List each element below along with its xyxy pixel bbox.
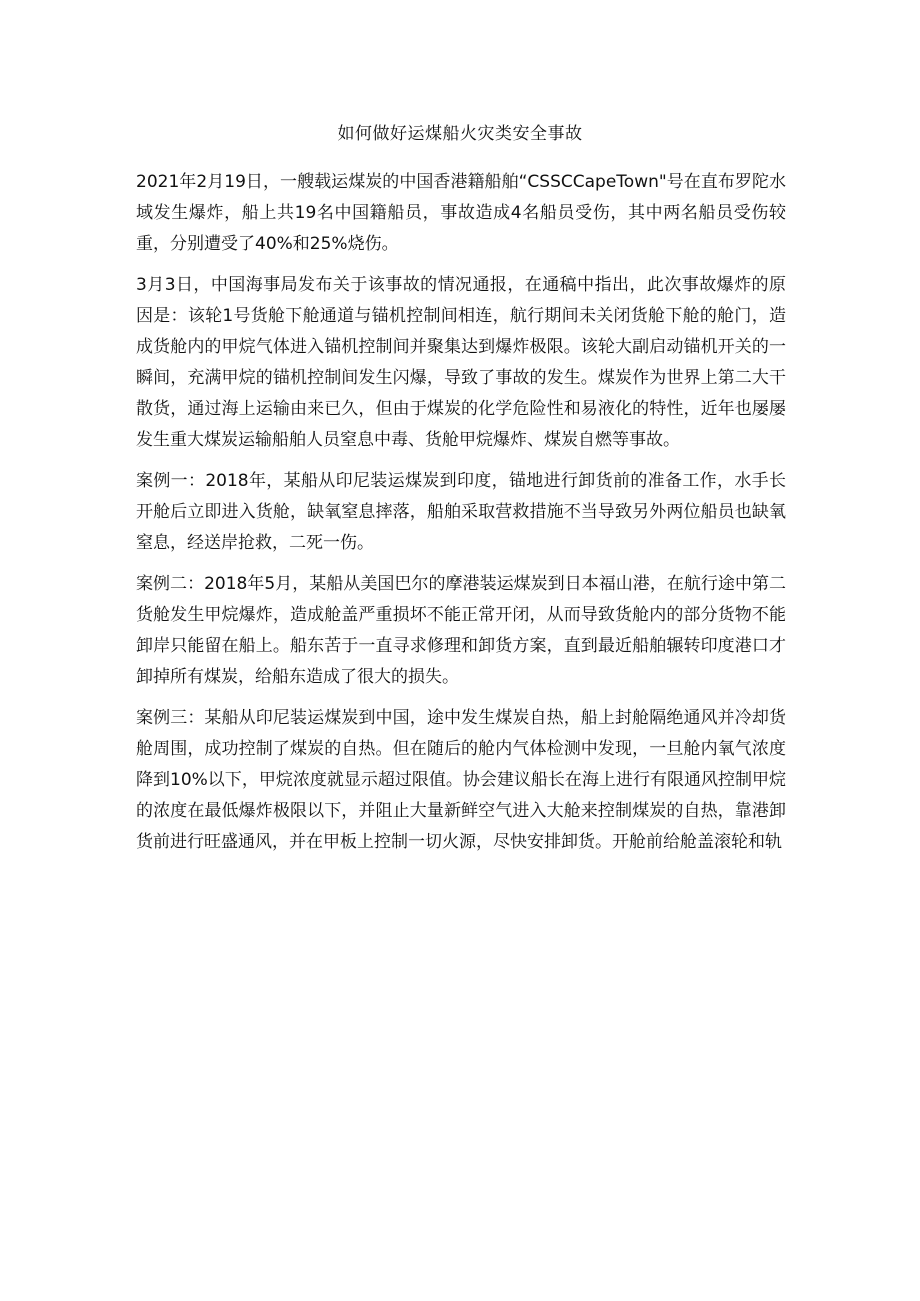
paragraph-case-one: 案例一：2018年，某船从印尼装运煤炭到印度，锚地进行卸货前的准备工作，水手长开舱后立即进入货舱，缺氧窒息摔落，船舶采取营救措施不当导致另外两位船员也缺氧窒息，经送岸抢救，二死一伤。 [136, 471, 786, 553]
paragraph-incident-summary: 2021年2月19日，一艘载运煤炭的中国香港籍船舶“CSSCCapeTown"号在直布罗陀水域发生爆炸，船上共19名中国籍船员，事故造成4名船员受伤，其中两名船员受伤较重，分别遭受了40%和25%烧伤。 [136, 172, 786, 254]
paragraph-case-three: 案例三：某船从印尼装运煤炭到中国，途中发生煤炭自热，船上封舱隔绝通风并冷却货舱周围，成功控制了煤炭的自热。但在随后的舱内气体检测中发现，一旦舱内氧气浓度降到10%以下，甲烷浓度就显示超过限值。协会建议船长在海上进行有限通风控制甲烷的浓度在最低爆炸极限以下，并阻止大量新鲜空气进入大舱来控制煤炭的自热，靠港卸货前进行旺盛通风，并在甲板上控制一切火源，尽快安排卸货。开舱前给舱盖滚轮和轨 [136, 708, 786, 852]
paragraph-official-report: 3月3日，中国海事局发布关于该事故的情况通报，在通稿中指出，此次事故爆炸的原因是：该轮1号货舱下舱通道与锚机控制间相连，航行期间未关闭货舱下舱的舱门，造成货舱内的甲烷气体进入锚机控制间并聚集达到爆炸极限。该轮大副启动锚机开关的一瞬间，充满甲烷的锚机控制间发生闪爆，导致了事故的发生。煤炭作为世界上第二大干散货，通过海上运输由来已久，但由于煤炭的化学危险性和易液化的特性，近年也屡屡发生重大煤炭运输船舶人员窒息中毒、货舱甲烷爆炸、煤炭自燃等事故。 [136, 275, 786, 450]
paragraph-case-two: 案例二：2018年5月，某船从美国巴尔的摩港装运煤炭到日本福山港，在航行途中第二货舱发生甲烷爆炸，造成舱盖严重损坏不能正常开闭，从而导致货舱内的部分货物不能卸岸只能留在船上。船东苦于一直寻求修理和卸货方案，直到最近船舶辗转印度港口才卸掉所有煤炭，给船东造成了很大的损失。 [136, 574, 786, 687]
document-title: 如何做好运煤船火灾类安全事故 [337, 124, 583, 144]
document-body [136, 167, 786, 868]
